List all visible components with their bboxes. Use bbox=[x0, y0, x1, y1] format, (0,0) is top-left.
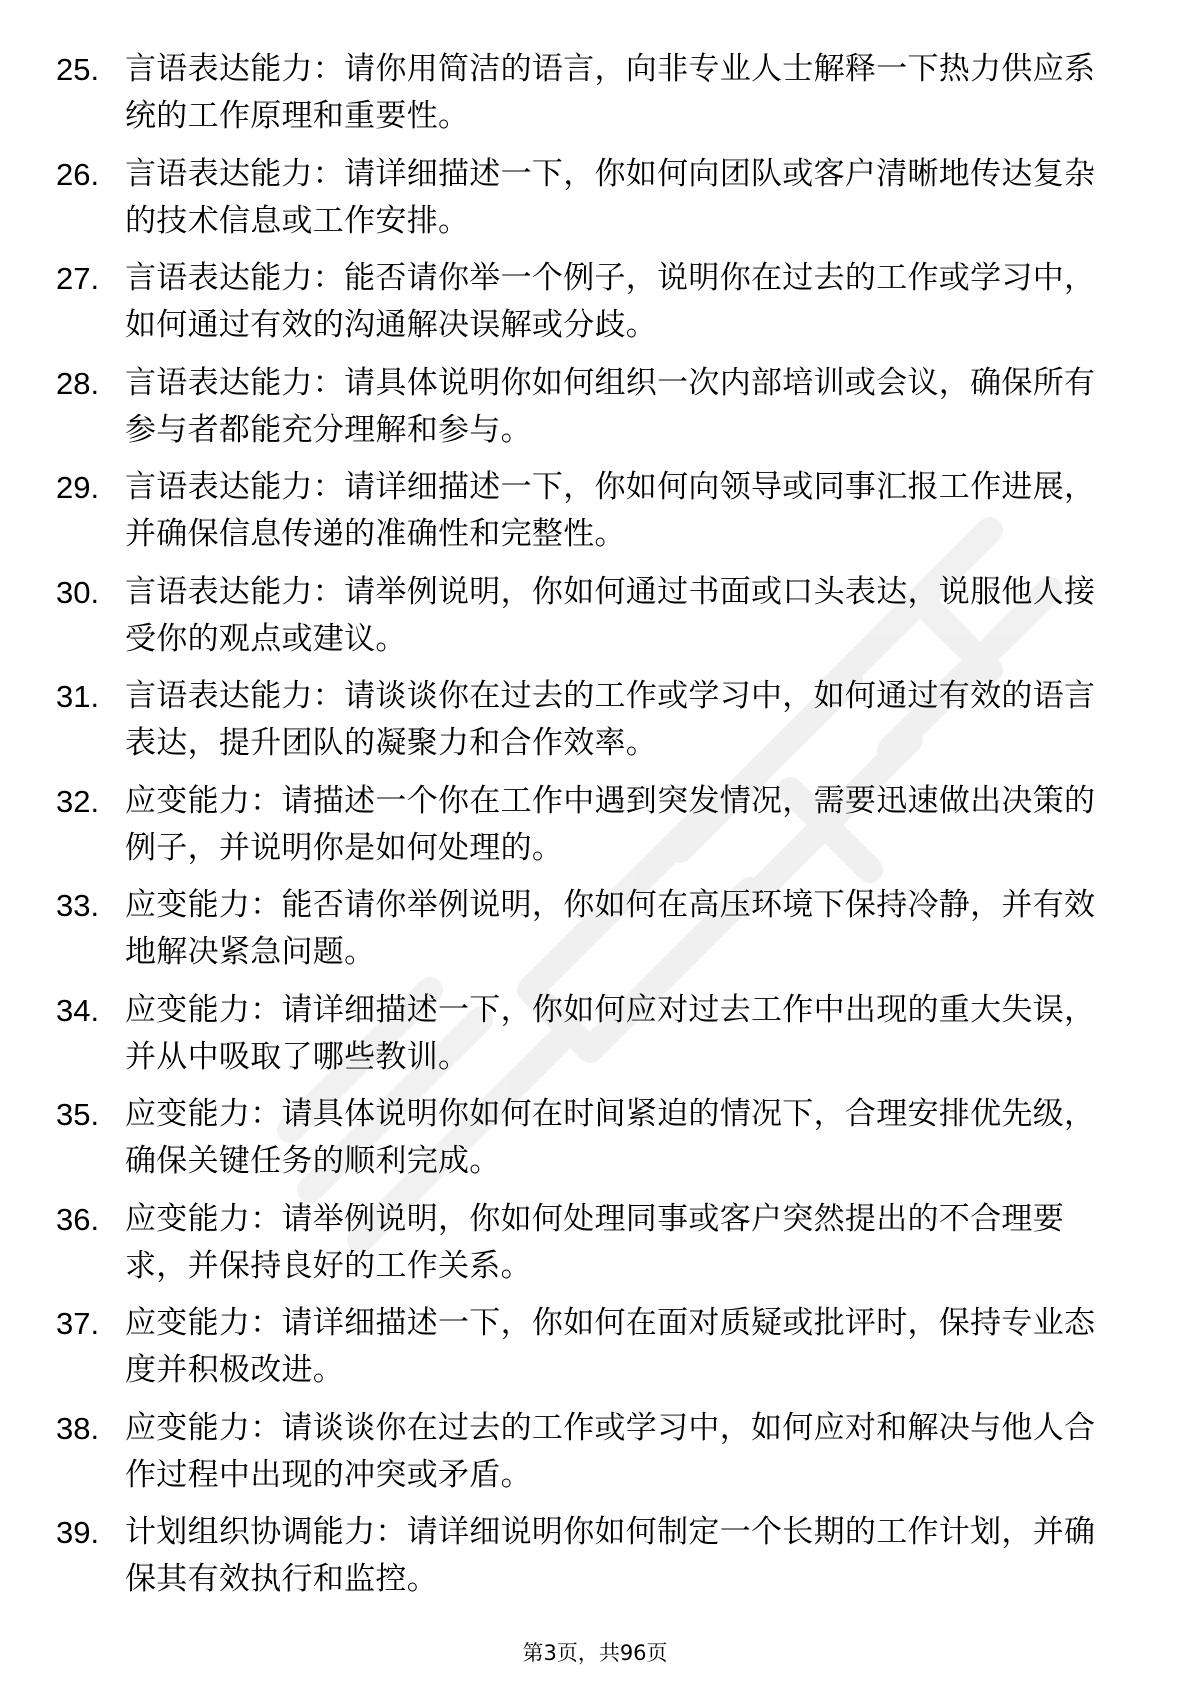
question-text: 言语表达能力：请具体说明你如何组织一次内部培训或会议，确保所有参与者都能充分理解和参与。 bbox=[125, 364, 1096, 448]
question-item-34 bbox=[56, 987, 1116, 1081]
question-text: 言语表达能力：请详细描述一下，你如何向团队或客户清晰地传达复杂的技术信息或工作安排。 bbox=[125, 155, 1096, 239]
question-number: 28. bbox=[56, 365, 100, 401]
question-number: 33. bbox=[56, 888, 100, 923]
question-item-26 bbox=[56, 151, 1116, 245]
question-list bbox=[56, 46, 1116, 1614]
question-item-28 bbox=[56, 360, 1116, 454]
question-item-31 bbox=[56, 673, 1116, 767]
question-item-38 bbox=[56, 1405, 1116, 1499]
question-number: 37. bbox=[56, 1306, 100, 1341]
question-number: 36. bbox=[56, 1201, 100, 1237]
question-text: 应变能力：请详细描述一下，你如何在面对质疑或批评时，保持专业态度并积极改进。 bbox=[125, 1305, 1096, 1388]
question-number: 25. bbox=[56, 52, 100, 87]
question-item-39 bbox=[56, 1509, 1116, 1603]
question-text: 言语表达能力：请举例说明，你如何通过书面或口头表达，说服他人接受你的观点或建议。 bbox=[125, 573, 1096, 657]
question-text: 应变能力：请详细描述一下，你如何应对过去工作中出现的重大失误，并从中吸取了哪些教训。 bbox=[125, 991, 1096, 1075]
question-text: 应变能力：请谈谈你在过去的工作或学习中，如何应对和解决与他人合作过程中出现的冲突或矛盾。 bbox=[125, 1409, 1096, 1493]
question-text: 言语表达能力：请谈谈你在过去的工作或学习中，如何通过有效的语言表达，提升团队的凝聚力和合作效率。 bbox=[125, 678, 1096, 761]
question-item-37 bbox=[56, 1300, 1116, 1394]
question-item-25 bbox=[56, 46, 1116, 140]
question-number: 35. bbox=[56, 1097, 100, 1132]
question-text: 应变能力：请举例说明，你如何处理同事或客户突然提出的不合理要求，并保持良好的工作关系。 bbox=[125, 1200, 1064, 1284]
question-text: 应变能力：能否请你举例说明，你如何在高压环境下保持冷静，并有效地解决紧急问题。 bbox=[125, 887, 1096, 970]
question-number: 31. bbox=[56, 679, 100, 714]
question-item-29 bbox=[56, 464, 1116, 558]
question-item-35 bbox=[56, 1091, 1116, 1185]
question-number: 29. bbox=[56, 470, 100, 505]
question-text: 计划组织协调能力：请详细说明你如何制定一个长期的工作计划，并确保其有效执行和监控。 bbox=[125, 1514, 1096, 1597]
question-number: 27. bbox=[56, 261, 100, 296]
question-number: 30. bbox=[56, 574, 100, 610]
question-item-33 bbox=[56, 882, 1116, 976]
question-number: 39. bbox=[56, 1515, 100, 1550]
question-text: 应变能力：请具体说明你如何在时间紧迫的情况下，合理安排优先级，确保关键任务的顺利完成。 bbox=[125, 1096, 1096, 1179]
question-item-32 bbox=[56, 778, 1116, 872]
page-footer: 第3页，共96页 bbox=[522, 1641, 668, 1665]
question-number: 32. bbox=[56, 783, 100, 819]
question-text: 言语表达能力：请你用简洁的语言，向非专业人士解释一下热力供应系统的工作原理和重要性。 bbox=[125, 51, 1096, 134]
question-text: 言语表达能力：请详细描述一下，你如何向领导或同事汇报工作进展，并确保信息传递的准确性和完整性。 bbox=[125, 469, 1096, 552]
question-text: 言语表达能力：能否请你举一个例子，说明你在过去的工作或学习中，如何通过有效的沟通解决误解或分歧。 bbox=[125, 260, 1096, 343]
question-number: 26. bbox=[56, 156, 100, 192]
question-number: 38. bbox=[56, 1410, 100, 1446]
question-item-30 bbox=[56, 569, 1116, 663]
question-item-27 bbox=[56, 255, 1116, 349]
question-text: 应变能力：请描述一个你在工作中遇到突发情况，需要迅速做出决策的例子，并说明你是如何处理的。 bbox=[125, 782, 1096, 866]
question-number: 34. bbox=[56, 992, 100, 1028]
question-item-36 bbox=[56, 1196, 1116, 1290]
